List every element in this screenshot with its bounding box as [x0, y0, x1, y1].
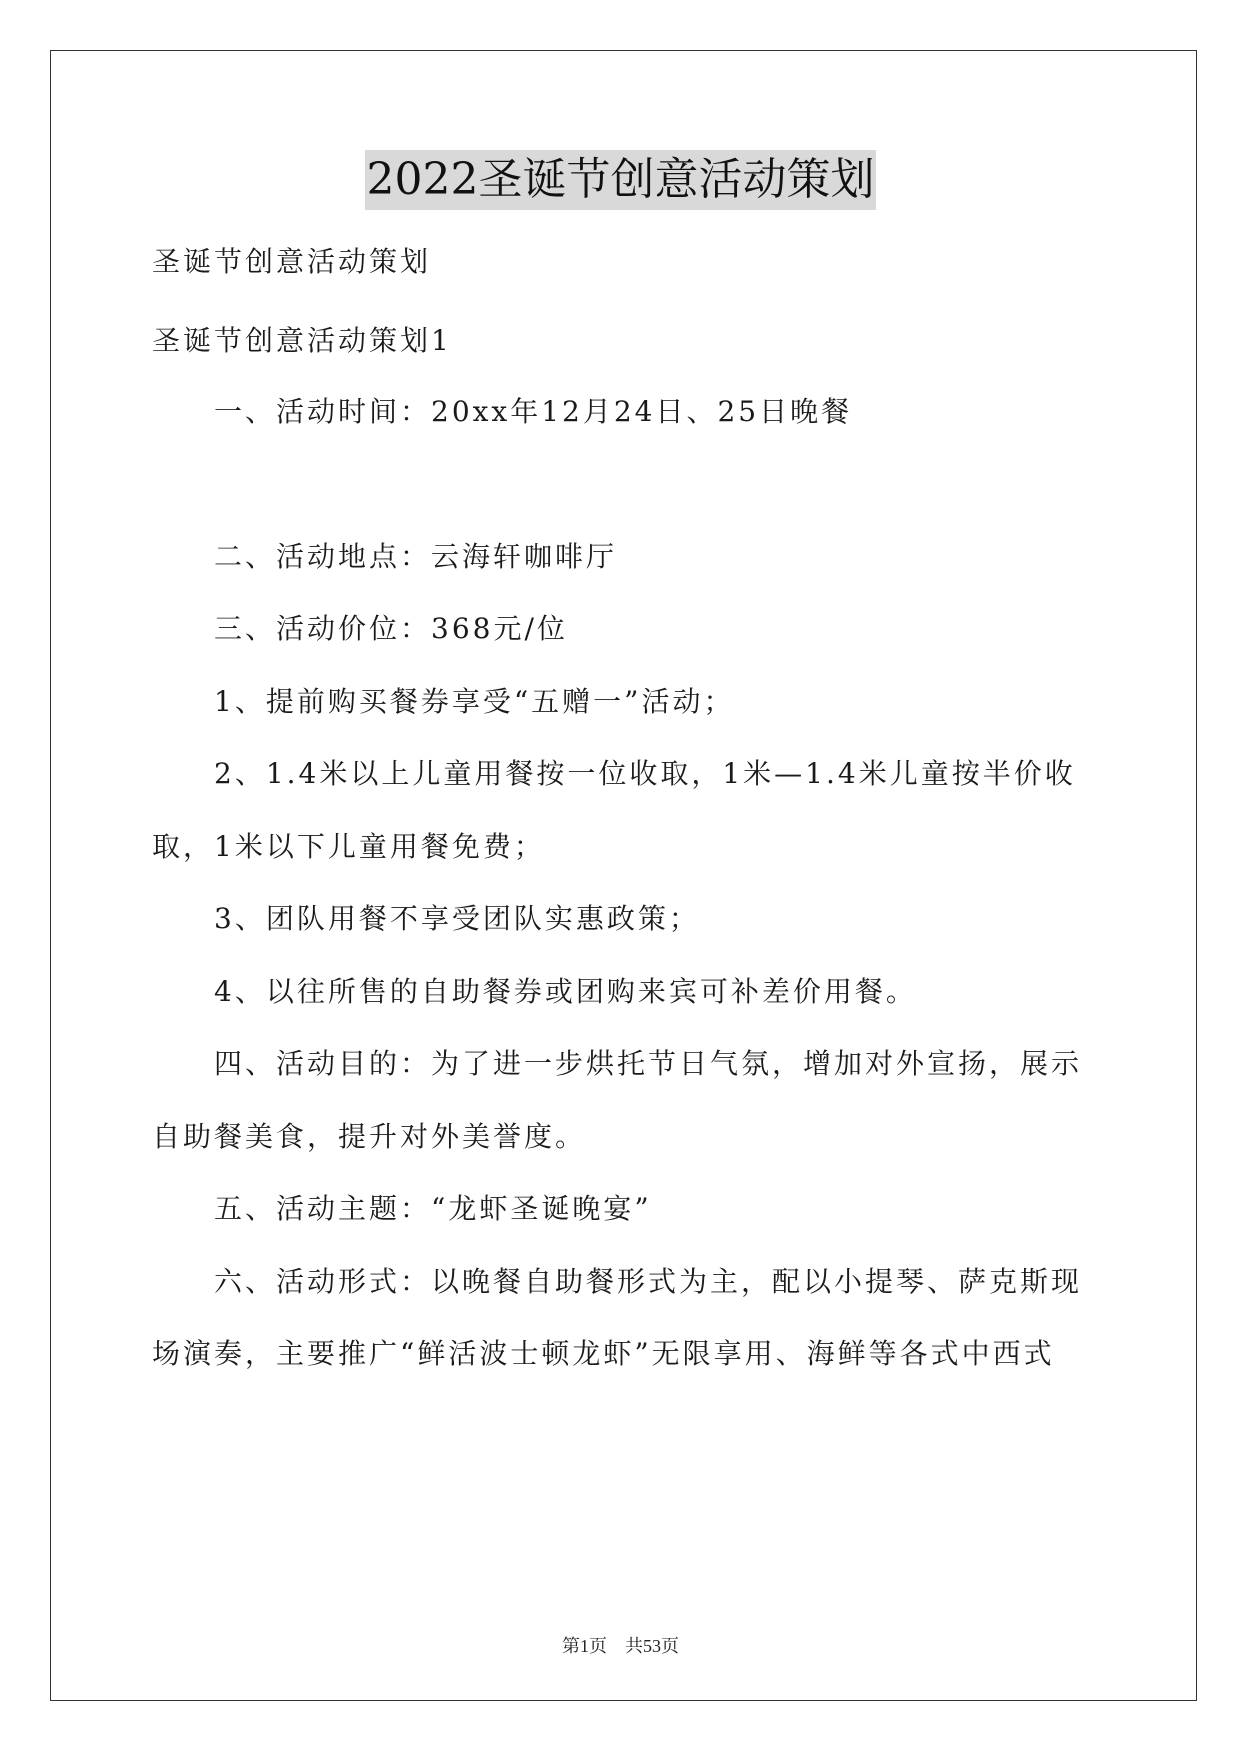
paragraph-line: 取，1米以下儿童用餐免费； [152, 830, 545, 863]
title-container [0, 150, 1241, 210]
page-footer [0, 1632, 1241, 1658]
page-border [50, 50, 1197, 1701]
subtitle-line: 圣诞节创意活动策划 [152, 245, 432, 278]
paragraph-line: 五、活动主题：“龙虾圣诞晚宴” [214, 1192, 652, 1225]
paragraph-line: 四、活动目的：为了进一步烘托节日气氛，增加对外宣扬，展示 [214, 1047, 1083, 1080]
paragraph-line: 4、以往所售的自助餐券或团购来宾可补差价用餐。 [214, 975, 917, 1008]
paragraph-line: 2、1.4米以上儿童用餐按一位收取，1米—1.4米儿童按半价收 [214, 757, 1076, 790]
paragraph-line: 场演奏，主要推广“鲜活波士顿龙虾”无限享用、海鲜等各式中西式 [152, 1337, 1055, 1370]
document-title: 2022圣诞节创意活动策划 [365, 150, 877, 210]
paragraph-line: 六、活动形式：以晚餐自助餐形式为主，配以小提琴、萨克斯现 [214, 1265, 1083, 1298]
paragraph-line: 1、提前购买餐券享受“五赠一”活动； [214, 685, 735, 718]
paragraph-line: 一、活动时间：20xx年12月24日、25日晚餐 [214, 395, 853, 428]
paragraph-line: 3、团队用餐不享受团队实惠政策； [214, 902, 700, 935]
paragraph-line: 二、活动地点：云海轩咖啡厅 [214, 540, 618, 573]
page-number: 第1页 [562, 1636, 607, 1656]
paragraph-line: 三、活动价位：368元/位 [214, 612, 568, 645]
paragraph-line: 自助餐美食，提升对外美誉度。 [152, 1120, 587, 1153]
section-heading: 圣诞节创意活动策划1 [152, 324, 452, 357]
page-total: 共53页 [625, 1636, 679, 1656]
